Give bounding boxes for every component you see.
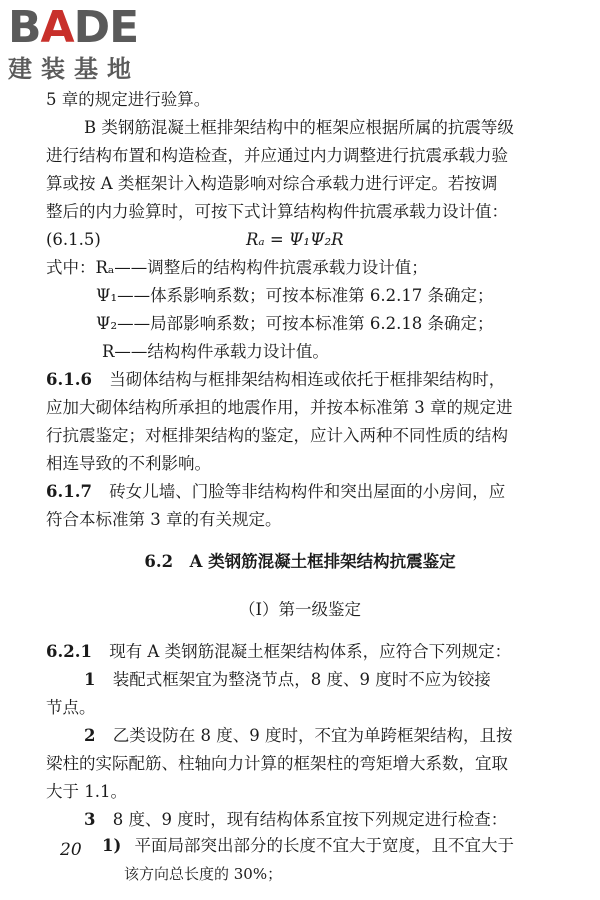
text-line: 应加大砌体结构所承担的地震作用，并按本标准第 3 章的规定进	[46, 398, 513, 417]
text-line: 相连导致的不利影响。	[46, 454, 211, 473]
clause-number: 6.1.7	[46, 482, 92, 501]
text-line: 梁柱的实际配筋、柱轴向力计算的框架柱的弯矩增大系数，宜取	[46, 754, 508, 773]
text-line: 乙类设防在 8 度、9 度时，不宜为单跨框架结构，且按	[112, 726, 513, 745]
text-line: 行抗震鉴定；对框排架结构的鉴定，应计入两种不同性质的结构	[46, 426, 508, 445]
subsection-heading: （Ⅰ）第一级鉴定	[238, 600, 362, 619]
text-line: 平面局部突出部分的长度不宜大于宽度，且不宜大于	[134, 836, 515, 855]
text-line: R——结构构件承载力设计值。	[102, 342, 329, 361]
text-line: Ψ₂——局部影响系数；可按本标准第 6.2.18 条确定；	[96, 314, 494, 333]
text-line: Ψ₁——体系影响系数；可按本标准第 6.2.17 条确定；	[96, 286, 494, 305]
bade-logo	[8, 4, 178, 88]
text-line: 当砌体结构与框排架结构相连或依托于框排架结构时，	[109, 370, 506, 389]
logo-subtitle: 建装基地	[8, 55, 140, 83]
formula-number: (6.1.5)	[46, 230, 101, 249]
text-line: 式中：Rₐ——调整后的结构构件抗震承载力设计值；	[46, 258, 428, 277]
text-line: B 类钢筋混凝土框排架结构中的框架应根据所属的抗震等级	[84, 118, 514, 137]
item-number: 2	[84, 726, 96, 745]
item-number: 3	[84, 810, 96, 829]
clause-number: 6.1.6	[46, 370, 92, 389]
formula: Rₐ = Ψ₁Ψ₂R	[246, 230, 344, 249]
text-line: 节点。	[46, 698, 96, 717]
text-line: 装配式框架宜为整浇节点，8 度、9 度时不应为铰接	[112, 670, 491, 689]
text-line: 砖女儿墙、门脸等非结构构件和突出屋面的小房间，应	[109, 482, 506, 501]
clause-number: 6.2.1	[46, 642, 92, 661]
subitem-number: 1)	[102, 836, 122, 855]
logo-wordmark: BADE	[8, 2, 139, 53]
text-line: 进行结构布置和构造检查，并应通过内力调整进行抗震承载力验	[46, 146, 508, 165]
item-number: 1	[84, 670, 96, 689]
section-heading: 6.2 A 类钢筋混凝土框排架结构抗震鉴定	[144, 552, 456, 571]
text-line: 大于 1.1。	[46, 782, 127, 801]
text-line: 算或按 A 类框架计入构造影响对综合承载力进行评定。若按调	[46, 174, 498, 193]
text-line: 该方向总长度的 30%；	[124, 865, 283, 883]
text-line: 5 章的规定进行验算。	[46, 90, 211, 109]
text-line: 8 度、9 度时，现有结构体系宜按下列规定进行检查：	[112, 810, 508, 829]
page-number: 20	[60, 840, 82, 860]
text-line: 整后的内力验算时，可按下式计算结构构件抗震承载力设计值：	[46, 202, 508, 221]
text-line: 符合本标准第 3 章的有关规定。	[46, 510, 282, 529]
text-line: 现有 A 类钢筋混凝土框架结构体系，应符合下列规定：	[109, 642, 512, 661]
